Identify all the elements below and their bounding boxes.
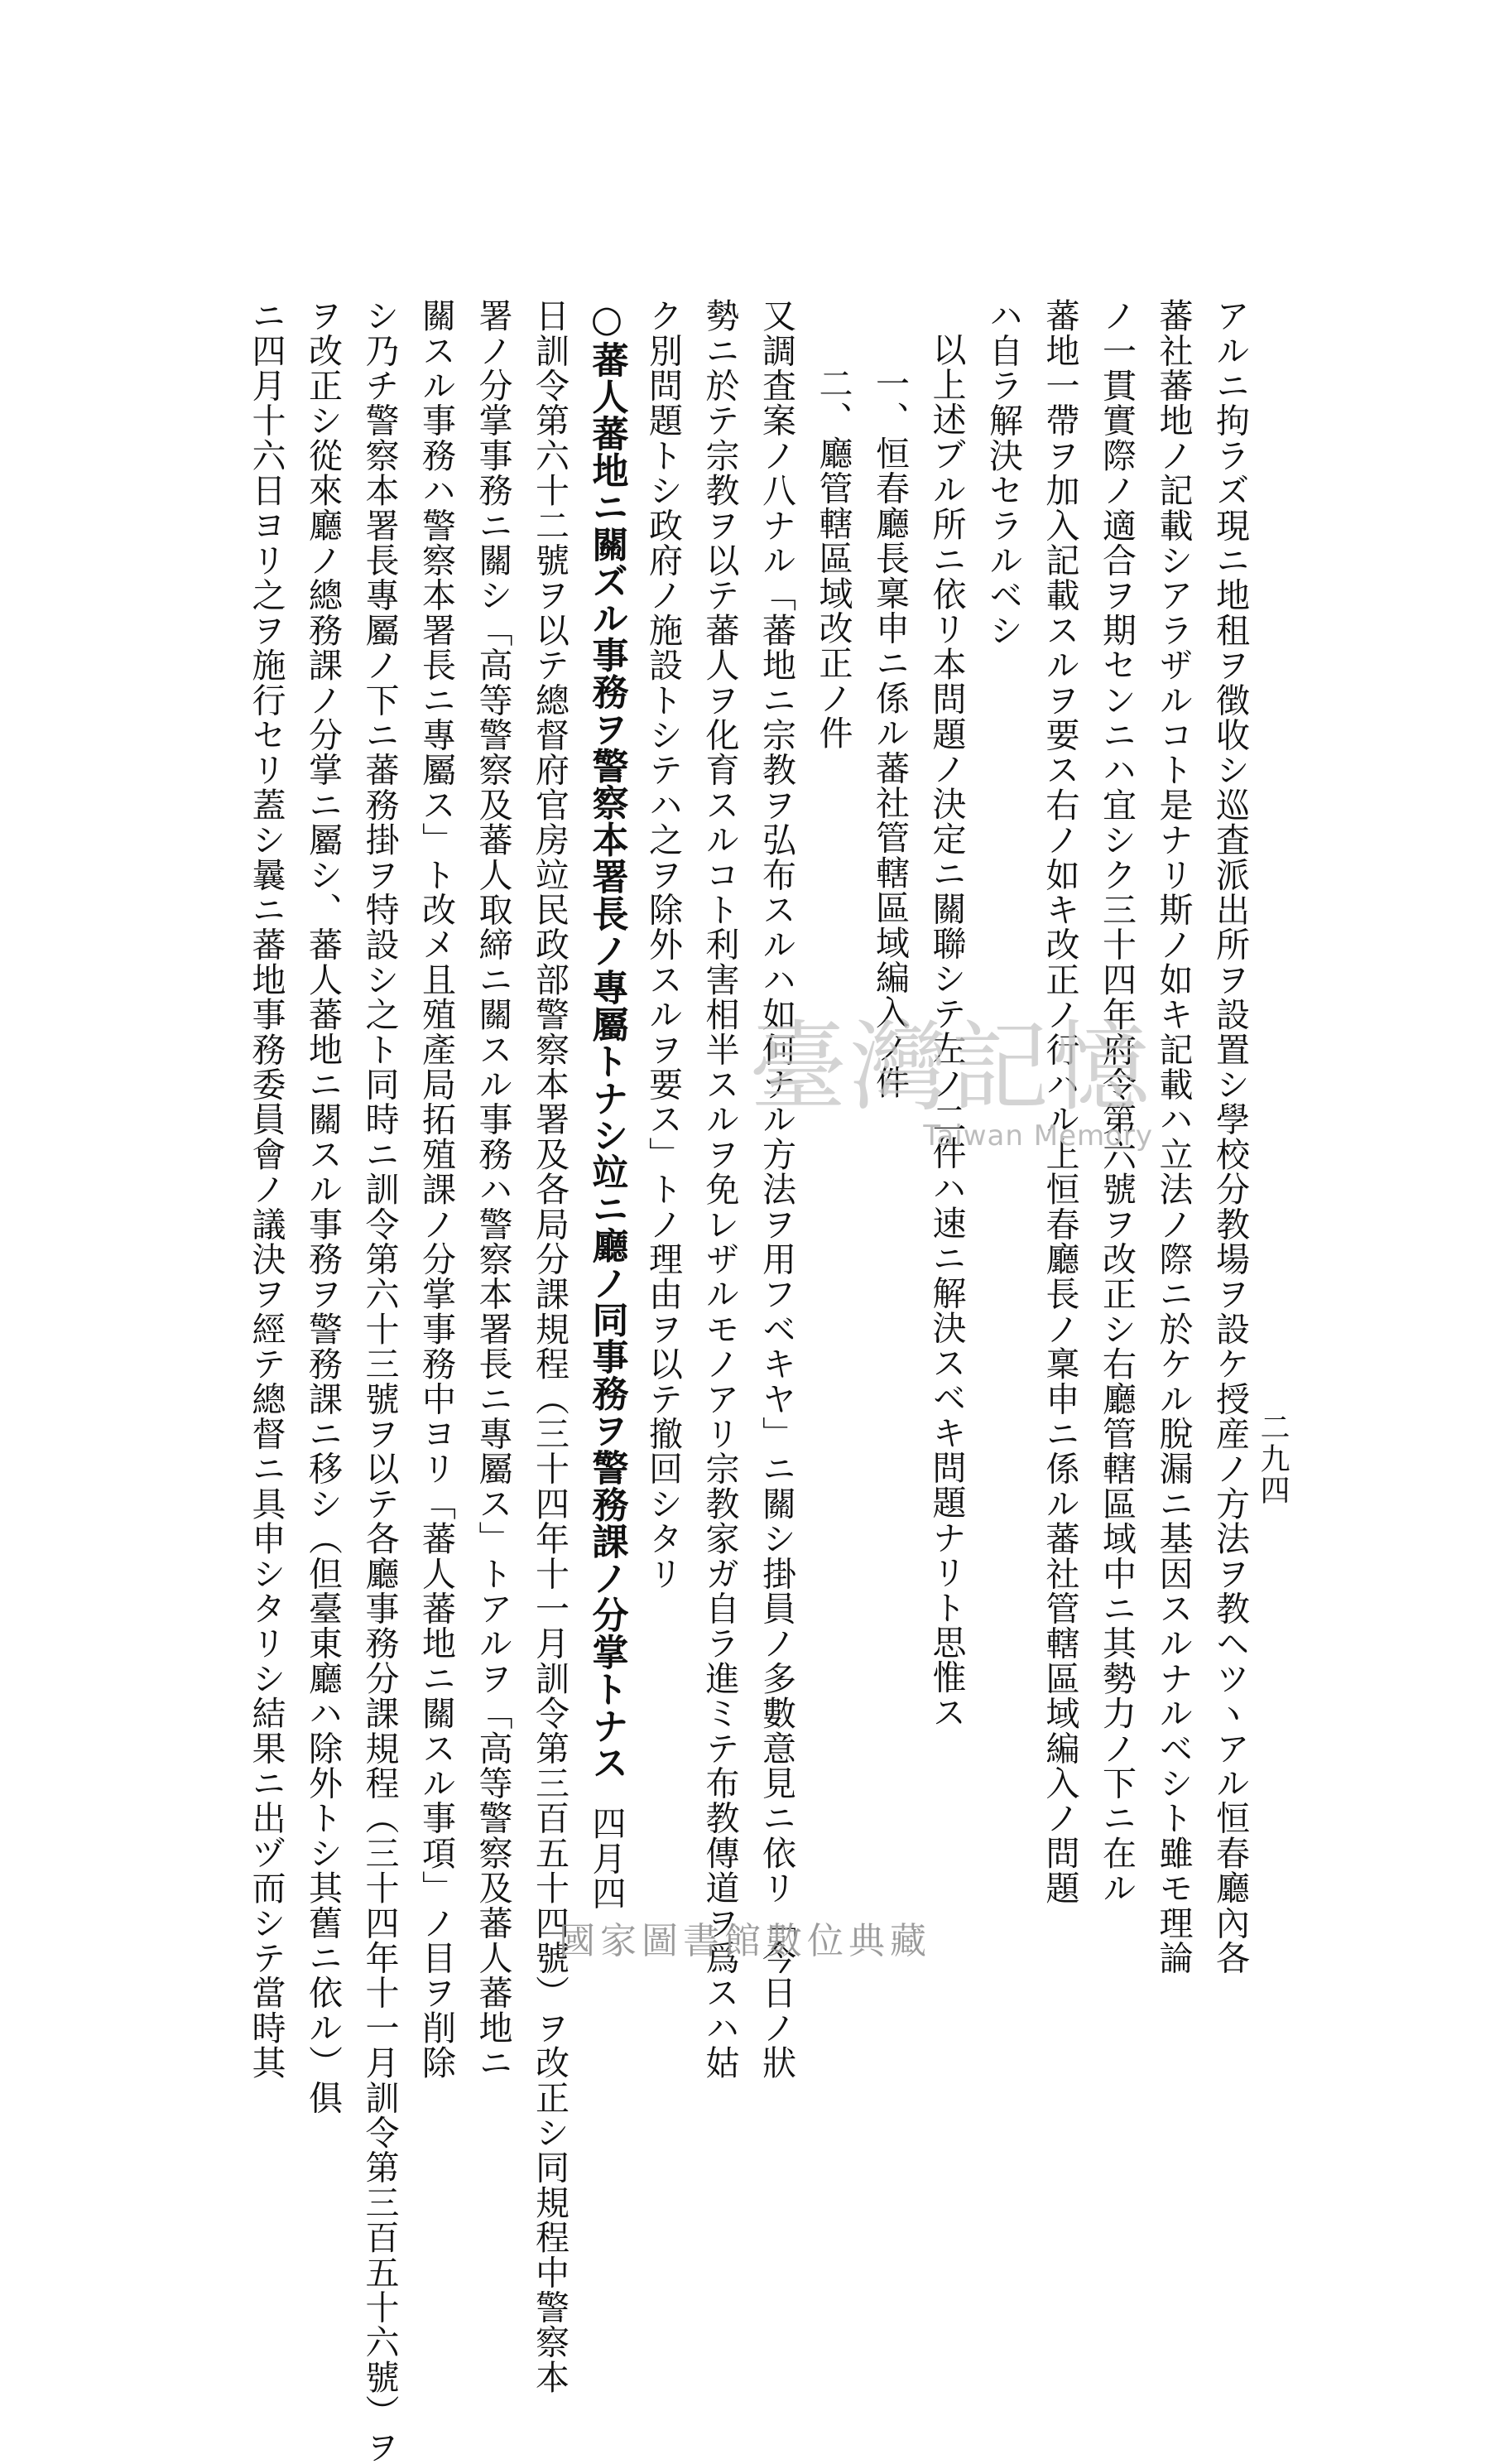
text-column: 勢ニ於テ宗教ヲ以テ蕃人ヲ化育スルコト利害相半スルヲ免レザルモノアリ宗教家ガ自ラ進ミテ布教傳道ヲ爲スハ姑 [699,298,740,2081]
list-item: 一、恒春廳長稟申ニ係ル蕃社管轄區域編入ノ件 [870,366,910,1100]
text-column: 署ノ分掌事務ニ關シ「高等警察及蕃人取締ニ關スル事務ハ警察本署長ニ專屬ス」トアルヲ「高等警察及蕃人蕃地ニ [473,298,513,2081]
text-column: 以上述ブル所ニ依リ本問題ノ決定ニ關聯シテ左ノ二件ハ速ニ解決スベキ問題ナリト思惟ス [926,332,967,1730]
heading-date: 四月四 [586,1806,627,1911]
text-column: ハ自ラ解決セラルベシ [983,298,1023,647]
text-column: アルニ拘ラズ現ニ地租ヲ徴收シ巡査派出所ヲ設置シ學校分教場ヲ設ケ授産ノ方法ヲ教ヘツヽアル恒春廳內各 [1210,298,1250,1976]
list-item: 二、廳管轄區域改正ノ件 [813,366,853,751]
text-column: 又調査案ノ八ナル「蕃地ニ宗教ヲ弘布スルハ如何ナル方法ヲ用フベキヤ」ニ關シ掛員ノ多數意見ニ依リ「今日ノ狀 [757,298,796,2081]
text-column: ノ一貫實際ノ適合ヲ期センニハ宜シク三十四年府令第六號ヲ改正シ右廳管轄區域中ニ其勢力ノ下ニ在ル [1097,298,1137,1906]
watermark-subtitle: Taiwan Memory [923,1119,1154,1153]
page-number: 二九四 [1256,1412,1290,1506]
footer-collection-label: 國家圖書館數位典藏 [559,1920,931,1962]
text-column: ヲ改正シ從來廳ノ總務課ノ分掌ニ屬シ、蕃人蕃地ニ關スル事務ヲ警務課ニ移シ（但臺東廳ハ除外トシ其舊ニ依ル）俱 [303,298,343,2115]
text-column: 日訓令第六十二號ヲ以テ總督府官房竝民政部警察本署及各局分課規程（三十四年十一月訓令第三百五十四號）ヲ改正シ同規程中警察本 [530,298,570,2394]
section-heading: ○蕃人蕃地ニ關ズル事務ヲ警察本署長ノ專屬トナシ竝ニ廳ノ同事務ヲ警務課ノ分掌トナス [585,298,628,1781]
text-column: 蕃地一帶ヲ加入記載スルヲ要ス右ノ如キ改正ノ行ハル上恒春廳長ノ稟申ニ係ル蕃社管轄區域編入ノ問題 [1040,298,1080,1906]
text-column: シ乃チ警察本署長專屬ノ下ニ蕃務掛ヲ特設シ之ト同時ニ訓令第六十三號ヲ以テ各廳事務分課規程（三十四年十一月訓令第三百五十六號）ヲ [359,298,400,2464]
text-column: 關スル事務ハ警察本署長ニ專屬ス」ト改メ且殖產局拓殖課ノ分掌事務中ヨリ「蕃人蕃地ニ關スル事項」ノ目ヲ削除 [416,298,456,2081]
text-column: ク別問題トシ政府ノ施設トシテハ之ヲ除外スルヲ要ス」トノ理由ヲ以テ撤回シタリ [643,298,683,1591]
watermark-logo-text: 臺灣記憶 [749,1010,1154,1124]
text-column: ニ四月十六日ヨリ之ヲ施行セリ蓋シ曩ニ蕃地事務委員會ノ議決ヲ經テ總督ニ具申シタリシ結果ニ出ヅ而シテ當時其 [246,298,286,2081]
text-column: 蕃社蕃地ノ記載シアラザルコト是ナリ斯ノ如キ記載ハ立法ノ際ニ於ケル脫漏ニ基因スルナルベシト雖モ理論 [1153,298,1194,1976]
section-heading-column [578,298,635,1911]
